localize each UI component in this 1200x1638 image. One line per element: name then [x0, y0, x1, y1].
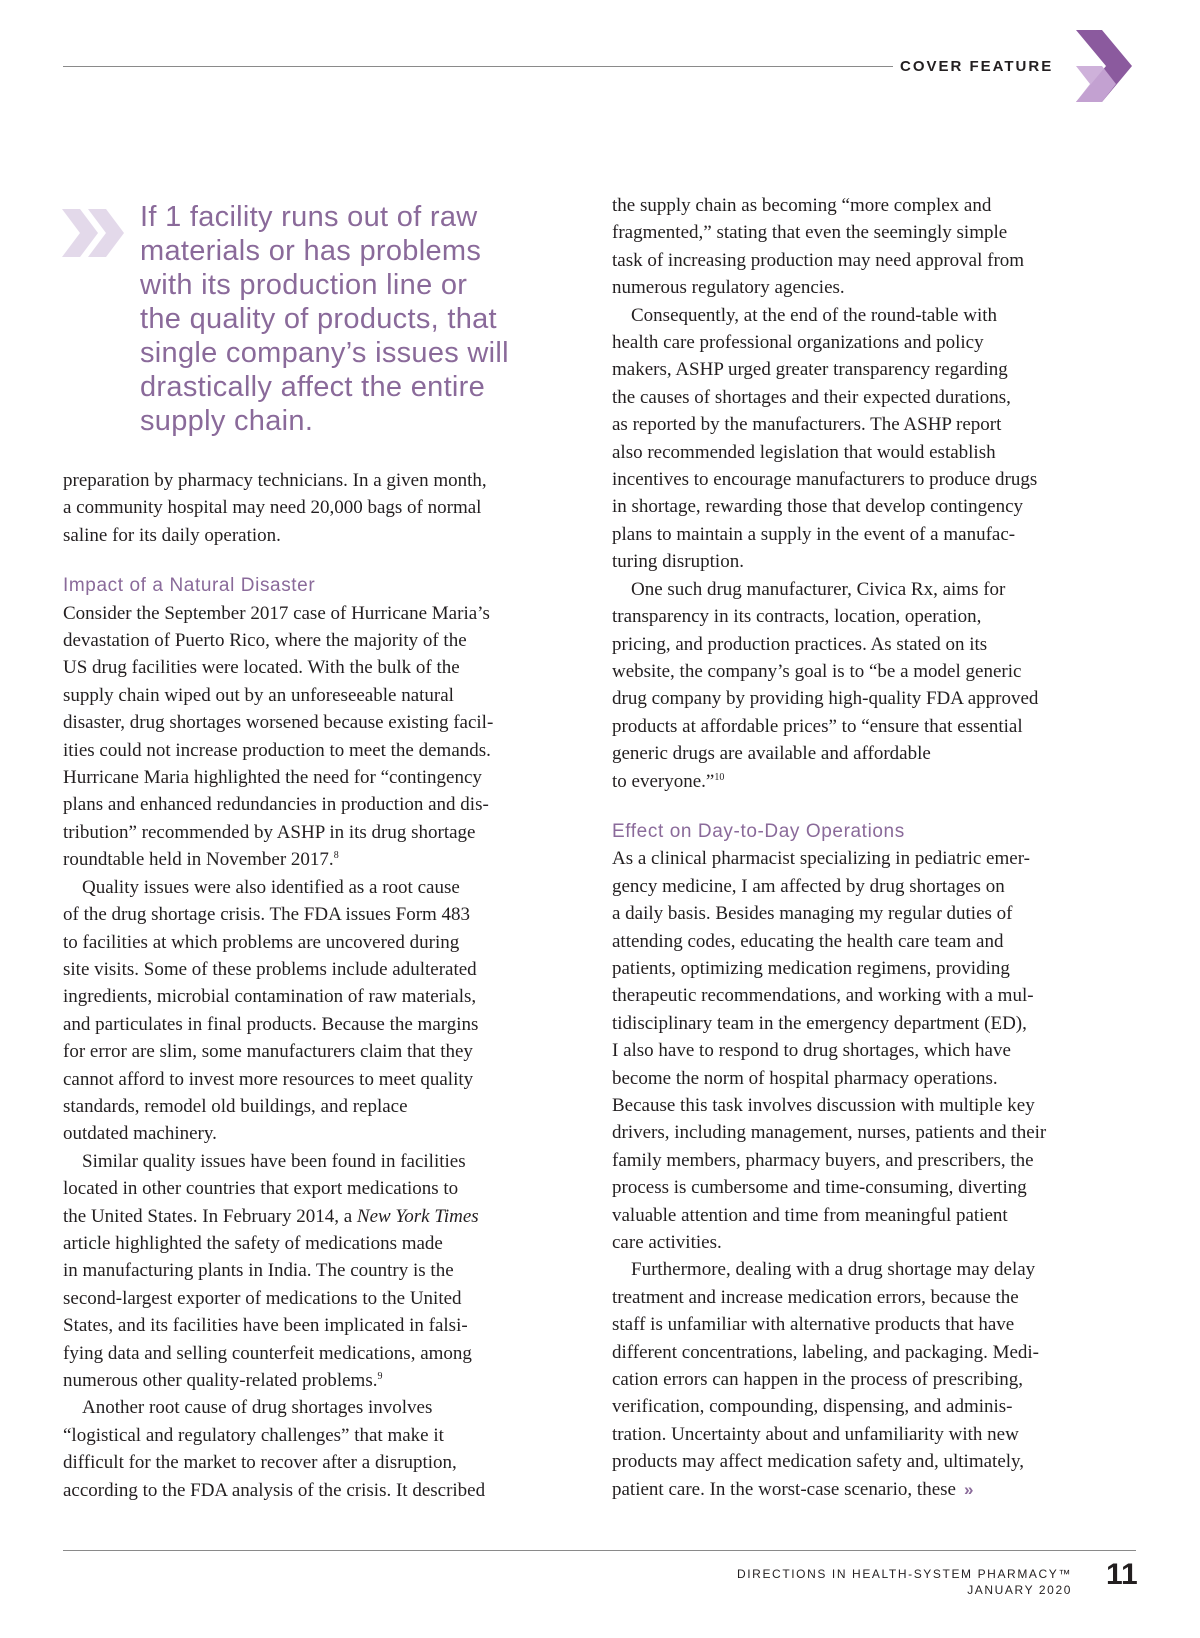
text-line: Quality issues were also identified as a root cause	[82, 876, 460, 898]
text-line: site visits. Some of these problems include adulterated	[63, 958, 477, 980]
text-line: the supply chain as becoming “more complex and	[612, 195, 992, 216]
footer-journal	[737, 1566, 1072, 1598]
text-fragment: the United States. In February 2014, a	[63, 1205, 357, 1227]
text-line: products at affordable prices” to “ensure that essential	[612, 715, 1023, 737]
text-line: to facilities at which problems are uncovered during	[63, 931, 460, 953]
text-line: health care professional organizations and policy	[612, 332, 984, 354]
text-line: turing disruption.	[612, 551, 744, 573]
pullquote-line: single company’s issues will	[140, 337, 509, 369]
text-line: As a clinical pharmacist specializing in pediatric emer-	[612, 848, 1030, 870]
text-line: patients, optimizing medication regimens, providing	[612, 957, 1010, 979]
text-line: attending codes, educating the health care team and	[612, 930, 1004, 952]
spacer	[612, 795, 1137, 818]
text-line: plans to maintain a supply in the event of a manufac-	[612, 523, 1016, 545]
right-paragraph-4	[612, 845, 1137, 1256]
text-line: generic drugs are available and affordable	[612, 743, 931, 765]
text-line: ities could not increase production to meet the demands.	[63, 739, 491, 761]
right-paragraph-1	[612, 192, 1137, 302]
text-line	[612, 1476, 1137, 1503]
text-line: incentives to encourage manufacturers to produce drugs	[612, 469, 1038, 491]
page-number: 11	[1106, 1558, 1138, 1591]
left-intro	[63, 467, 583, 549]
text-line: a community hospital may need 20,000 bags of normal	[63, 497, 482, 519]
text-line: gency medicine, I am affected by drug shortages on	[612, 875, 1005, 897]
journal-name: DIRECTIONS IN HEALTH-SYSTEM PHARMACY™	[736, 1567, 1072, 1581]
text-fragment: to everyone.”	[612, 770, 715, 792]
text-line: preparation by pharmacy technicians. In a given month,	[63, 470, 487, 491]
continued-icon: »	[963, 1479, 974, 1499]
text-line: outdated machinery.	[63, 1123, 217, 1145]
text-line: as reported by the manufacturers. The ASHP report	[612, 414, 1002, 436]
text-line: for error are slim, some manufacturers claim that they	[63, 1041, 473, 1063]
pullquote-line: with its production line or	[140, 269, 468, 301]
text-line: different concentrations, labeling, and packaging. Medi-	[612, 1341, 1039, 1363]
pullquote	[140, 200, 580, 438]
text-line: website, the company’s goal is to “be a model generic	[612, 660, 1022, 682]
pullquote-line: supply chain.	[140, 405, 314, 437]
text-fragment: patient care. In the worst-case scenario, these	[612, 1478, 956, 1500]
text-line: transparency in its contracts, location, operation,	[612, 606, 982, 628]
right-column	[612, 192, 1137, 1503]
text-line: US drug facilities were located. With the bulk of the	[63, 657, 460, 679]
text-line: devastation of Puerto Rico, where the majority of the	[63, 630, 467, 652]
text-line: second-largest exporter of medications to the United	[63, 1287, 462, 1309]
issue-date: JANUARY 2020	[967, 1583, 1072, 1597]
text-line: saline for its daily operation.	[63, 524, 281, 546]
text-line: Consequently, at the end of the round-table with	[631, 304, 998, 326]
text-line: tration. Uncertainty about and unfamiliarity with new	[612, 1423, 1019, 1445]
right-paragraph-3	[612, 576, 1137, 795]
text-line: family members, pharmacy buyers, and prescribers, the	[612, 1149, 1034, 1171]
text-line	[63, 1203, 583, 1230]
text-line: a daily basis. Besides managing my regular duties of	[612, 903, 1013, 925]
pullquote-line: materials or has problems	[140, 235, 482, 267]
text-line: treatment and increase medication errors, because the	[612, 1286, 1019, 1308]
text-line: become the norm of hospital pharmacy operations.	[612, 1067, 998, 1089]
reference-10: 10	[714, 771, 725, 783]
pullquote-line: drastically affect the entire	[140, 371, 486, 403]
left-column	[63, 467, 583, 1504]
left-paragraph-1	[63, 600, 583, 874]
pullquote-double-chevron-icon	[62, 205, 136, 261]
text-line	[63, 846, 583, 873]
text-line: numerous regulatory agencies.	[612, 277, 845, 299]
reference-9: 9	[377, 1371, 383, 1382]
header-rule	[63, 66, 893, 67]
text-line: Another root cause of drug shortages involves	[82, 1397, 433, 1419]
text-line: Consider the September 2017 case of Hurricane Maria’s	[63, 602, 490, 624]
text-line: therapeutic recommendations, and working with a mul-	[612, 985, 1034, 1007]
text-line: Furthermore, dealing with a drug shortage may delay	[631, 1259, 1036, 1281]
text-fragment: roundtable held in November 2017.	[63, 849, 334, 871]
text-line: staff is unfamiliar with alternative products that have	[612, 1314, 1015, 1336]
text-line: fragmented,” stating that even the seemingly simple	[612, 222, 1008, 244]
text-line: the causes of shortages and their expected durations,	[612, 386, 1011, 408]
text-line: ingredients, microbial contamination of raw materials,	[63, 986, 477, 1008]
text-line: plans and enhanced redundancies in production and dis-	[63, 794, 489, 816]
pullquote-line: If 1 facility runs out of raw	[140, 201, 478, 233]
text-line: according to the FDA analysis of the crisis. It described	[63, 1479, 486, 1501]
text-line: makers, ASHP urged greater transparency regarding	[612, 359, 1008, 381]
spacer	[63, 549, 583, 572]
text-line: tidisciplinary team in the emergency department (ED),	[612, 1012, 1027, 1034]
text-line: drivers, including management, nurses, patients and their	[612, 1122, 1047, 1144]
publication-title: New York Times	[356, 1205, 479, 1227]
text-line: disaster, drug shortages worsened because existing facil-	[63, 712, 494, 734]
text-line: valuable attention and time from meaningful patient	[612, 1204, 1008, 1226]
right-paragraph-2	[612, 302, 1137, 576]
text-line: process is cumbersome and time-consuming, diverting	[612, 1177, 1027, 1199]
text-line: Because this task involves discussion with multiple key	[612, 1095, 1035, 1116]
text-line: One such drug manufacturer, Civica Rx, aims for	[631, 578, 1006, 600]
section-heading-day-to-day: Effect on Day-to-Day Operations	[612, 820, 905, 842]
text-line: Hurricane Maria highlighted the need for “contingency	[63, 767, 482, 789]
header-chevron-icon	[1076, 30, 1136, 102]
text-line: cation errors can happen in the process of prescribing,	[612, 1369, 1023, 1391]
text-line: verification, compounding, dispensing, and adminis-	[612, 1396, 1013, 1418]
pullquote-line: the quality of products, that	[140, 303, 497, 335]
text-line: cannot afford to invest more resources to meet quality	[63, 1068, 474, 1090]
text-line: task of increasing production may need approval from	[612, 249, 1025, 271]
text-line: of the drug shortage crisis. The FDA issues Form 483	[63, 904, 471, 926]
footer-rule	[63, 1550, 1136, 1551]
text-line: also recommended legislation that would establish	[612, 441, 996, 463]
text-line: article highlighted the safety of medications made	[63, 1232, 443, 1254]
left-paragraph-2	[63, 874, 583, 1148]
text-line: tribution” recommended by ASHP in its drug shortage	[63, 821, 476, 843]
text-line: difficult for the market to recover after a disruption,	[63, 1452, 457, 1474]
text-line: fying data and selling counterfeit medications, among	[63, 1342, 472, 1364]
text-line: I also have to respond to drug shortages, which have	[612, 1040, 1011, 1062]
text-line: in manufacturing plants in India. The country is the	[63, 1260, 454, 1282]
text-line: standards, remodel old buildings, and replace	[63, 1095, 408, 1117]
text-line: Similar quality issues have been found in facilities	[82, 1150, 466, 1172]
text-line: and particulates in final products. Because the margins	[63, 1013, 479, 1035]
text-line	[63, 1367, 583, 1394]
text-line: care activities.	[612, 1232, 722, 1254]
right-paragraph-5	[612, 1256, 1137, 1503]
text-line: supply chain wiped out by an unforeseeable natural	[63, 684, 454, 706]
text-line: “logistical and regulatory challenges” that make it	[63, 1424, 444, 1446]
reference-8: 8	[333, 850, 339, 862]
text-line: drug company by providing high-quality FDA approved	[612, 688, 1039, 710]
text-line: States, and its facilities have been implicated in falsi-	[63, 1315, 468, 1337]
text-line: located in other countries that export medications to	[63, 1178, 459, 1200]
left-paragraph-3	[63, 1148, 583, 1395]
text-line: products may affect medication safety and, ultimately,	[612, 1451, 1025, 1473]
text-line: pricing, and production practices. As stated on its	[612, 633, 988, 655]
section-heading-natural-disaster: Impact of a Natural Disaster	[63, 575, 316, 597]
text-line: in shortage, rewarding those that develop contingency	[612, 496, 1024, 518]
left-paragraph-4	[63, 1394, 583, 1504]
section-label: COVER FEATURE	[900, 58, 1054, 75]
text-line	[612, 768, 1137, 795]
text-fragment: numerous other quality-related problems.	[63, 1370, 378, 1391]
